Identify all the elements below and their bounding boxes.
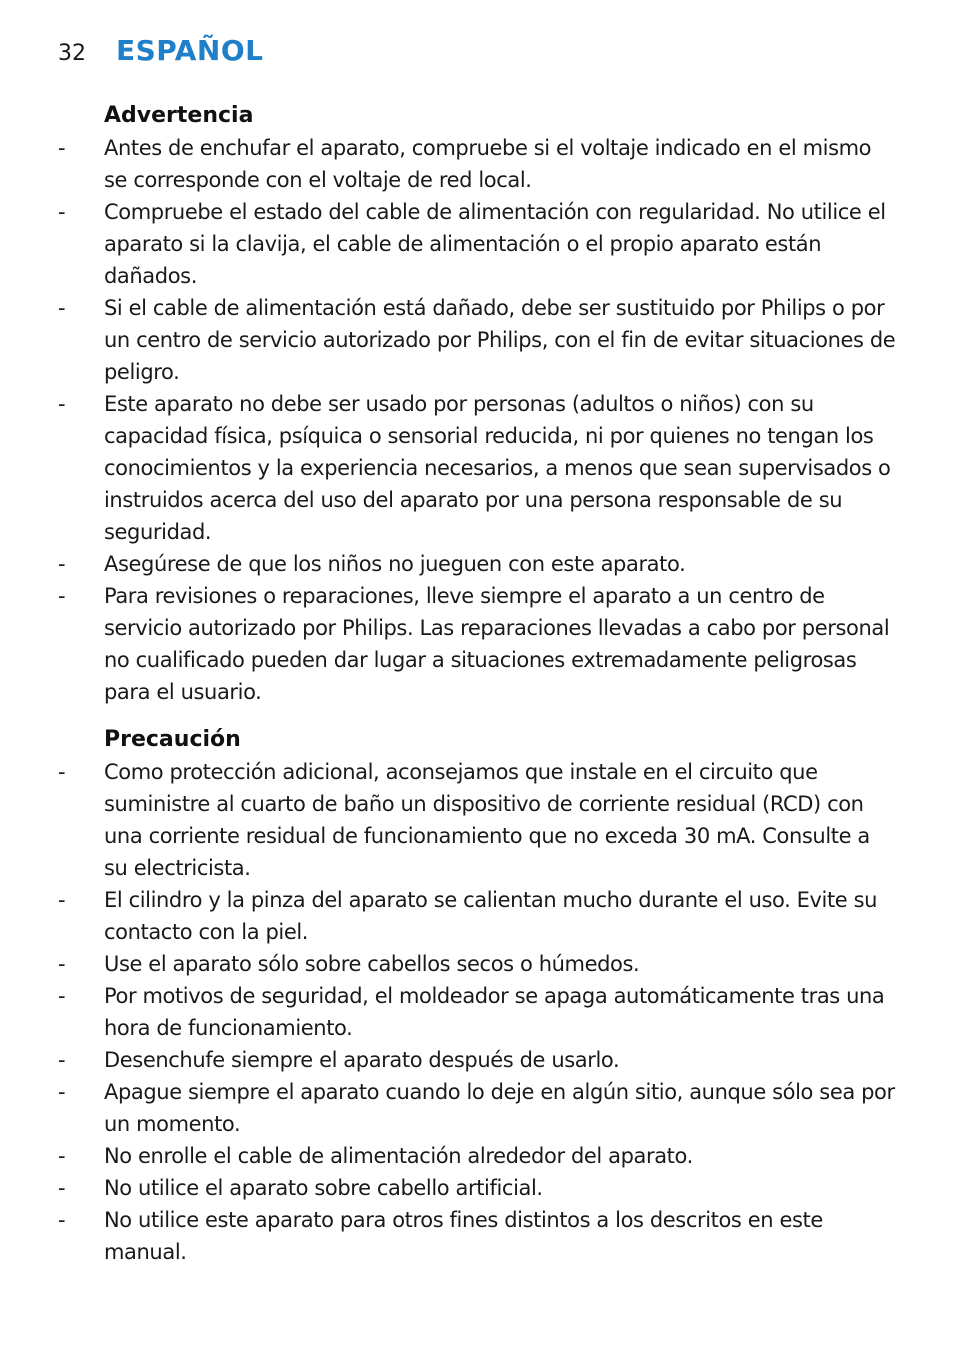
list-item xyxy=(58,948,898,980)
list-item-text: Apague siempre el aparato cuando lo deje en algún sitio, aunque sólo sea por un momento. xyxy=(104,1080,895,1136)
list-item xyxy=(58,292,898,388)
list-item-text: No enrolle el cable de alimentación alrededor del aparato. xyxy=(104,1144,693,1168)
dash-bullet: - xyxy=(58,1176,66,1200)
list-item-text: Este aparato no debe ser usado por personas (adultos o niños) con su capacidad física, psíquica o sensorial reducida, ni por quienes no tengan los conocimientos y la experiencia necesarios, a menos que sean supervisados o instruidos acerca del uso del aparato por una persona responsable de su seguridad. xyxy=(104,392,891,544)
dash-bullet: - xyxy=(58,296,66,320)
list-item xyxy=(58,884,898,948)
list-item-text: Por motivos de seguridad, el moldeador se apaga automáticamente tras una hora de funcionamiento. xyxy=(104,984,885,1040)
list-item xyxy=(58,388,898,548)
dash-bullet: - xyxy=(58,136,66,160)
list-item-text: No utilice este aparato para otros fines distintos a los descritos en este manual. xyxy=(104,1208,823,1264)
section-precaucion xyxy=(58,724,898,1268)
dash-bullet: - xyxy=(58,952,66,976)
document-body xyxy=(58,100,898,1268)
list-item xyxy=(58,1076,898,1140)
section-advertencia xyxy=(58,100,898,708)
list-item xyxy=(58,580,898,708)
list-item-text: Desenchufe siempre el aparato después de usarlo. xyxy=(104,1048,620,1072)
page-header xyxy=(58,34,264,74)
dash-bullet: - xyxy=(58,392,66,416)
dash-bullet: - xyxy=(58,888,66,912)
dash-bullet: - xyxy=(58,1144,66,1168)
dash-bullet: - xyxy=(58,552,66,576)
page-number: 32 xyxy=(58,41,86,66)
dash-bullet: - xyxy=(58,760,66,784)
list-item-text: Como protección adicional, aconsejamos que instale en el circuito que suministre al cuarto de baño un dispositivo de corriente residual (RCD) con una corriente residual de funcionamiento que no exceda 30 mA. Consulte a su electricista. xyxy=(104,760,870,880)
dash-bullet: - xyxy=(58,200,66,224)
list-item-text: Use el aparato sólo sobre cabellos secos o húmedos. xyxy=(104,952,640,976)
bullet-list xyxy=(58,756,898,1268)
language-title: ESPAÑOL xyxy=(116,34,264,67)
list-item-text: Compruebe el estado del cable de alimentación con regularidad. No utilice el aparato si la clavija, el cable de alimentación o el propio aparato están dañados. xyxy=(104,200,886,288)
list-item-text: Asegúrese de que los niños no jueguen con este aparato. xyxy=(104,552,686,576)
list-item xyxy=(58,548,898,580)
list-item-text: Si el cable de alimentación está dañado, debe ser sustituido por Philips o por un centro de servicio autorizado por Philips, con el fin de evitar situaciones de peligro. xyxy=(104,296,896,384)
list-item-text: Antes de enchufar el aparato, compruebe si el voltaje indicado en el mismo se corresponde con el voltaje de red local. xyxy=(104,136,872,192)
list-item xyxy=(58,1044,898,1076)
list-item xyxy=(58,196,898,292)
list-item-text: El cilindro y la pinza del aparato se calientan mucho durante el uso. Evite su contacto con la piel. xyxy=(104,888,878,944)
list-item xyxy=(58,1204,898,1268)
bullet-list xyxy=(58,132,898,708)
section-heading: Advertencia xyxy=(104,103,254,128)
dash-bullet: - xyxy=(58,1048,66,1072)
dash-bullet: - xyxy=(58,1208,66,1232)
list-item xyxy=(58,132,898,196)
list-item xyxy=(58,1172,898,1204)
dash-bullet: - xyxy=(58,984,66,1008)
dash-bullet: - xyxy=(58,1080,66,1104)
list-item-text: No utilice el aparato sobre cabello artificial. xyxy=(104,1176,543,1200)
list-item xyxy=(58,1140,898,1172)
list-item xyxy=(58,756,898,884)
dash-bullet: - xyxy=(58,584,66,608)
list-item xyxy=(58,980,898,1044)
list-item-text: Para revisiones o reparaciones, lleve siempre el aparato a un centro de servicio autorizado por Philips. Las reparaciones llevadas a cabo por personal no cualificado pueden dar lugar a situaciones extremadamente peligrosas para el usuario. xyxy=(104,584,890,704)
section-heading: Precaución xyxy=(104,727,241,752)
